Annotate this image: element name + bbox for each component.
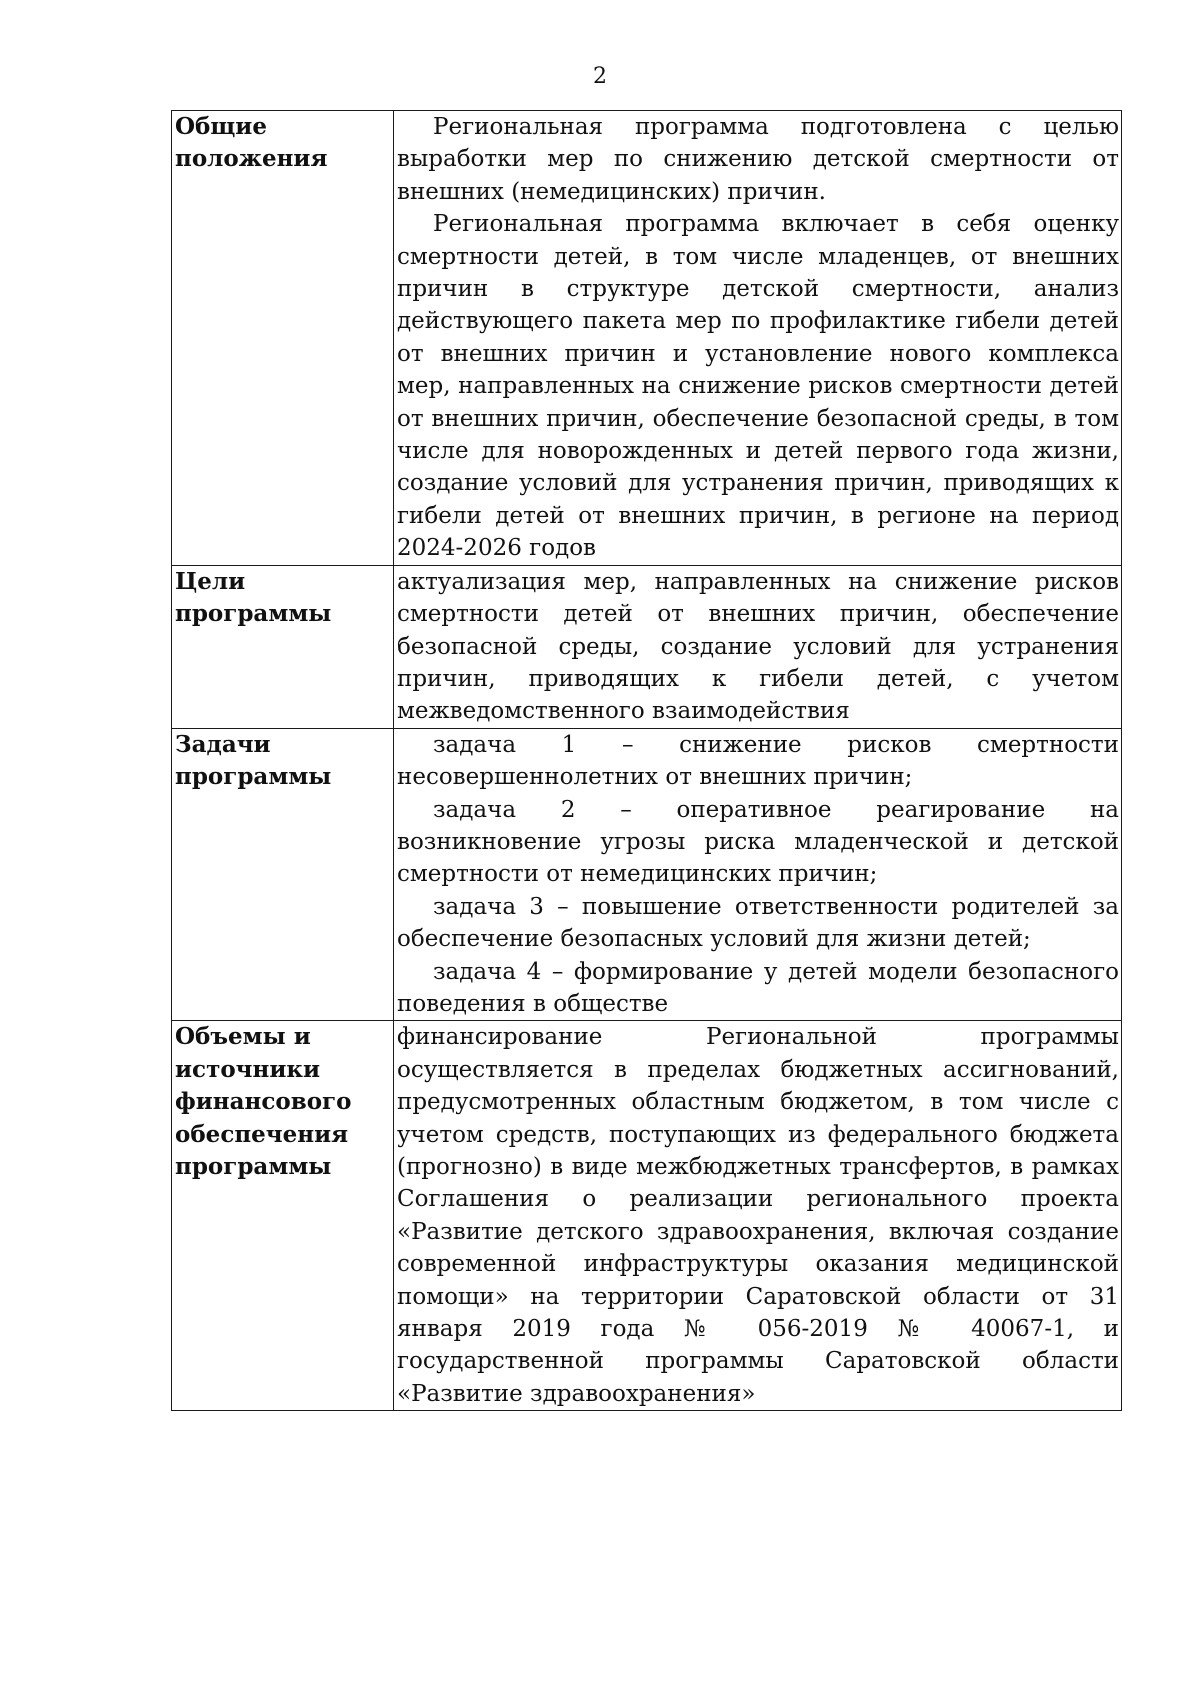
paragraph: Региональная программа подготовлена с целью выработки мер по снижению детской смертности от внешних (немедицинских) причин. (397, 114, 1119, 205)
row-content-funding-sources (394, 1021, 1122, 1411)
table-row (172, 1021, 1122, 1411)
row-label-program-goals: Цели программы (172, 565, 394, 728)
paragraph: Региональная программа включает в себя оценку смертности детей, в том числе младенцев, от внешних причин в структуре детской смертности, анализ действующего пакета мер по профилактике гибели детей от внешних причин и установление нового комплекса мер, направленных на снижение рисков смертности детей от внешних причин, обеспечение безопасной среды, в том числе для новорожденных и детей первого года жизни, создание условий для устранения причин, приводящих к гибели детей от внешних причин, в регионе на период 2024-2026 годов (397, 211, 1119, 562)
table-row (172, 728, 1122, 1021)
row-label-funding-sources: Объемы и источники финансового обеспечения программы (172, 1021, 394, 1411)
row-content-general-provisions (394, 111, 1122, 566)
paragraph: задача 2 – оперативное реагирование на возникновение угрозы риска младенческой и детской смертности от немедицинских причин; (397, 796, 1119, 888)
paragraph: задача 1 – снижение рисков смертности несовершеннолетних от внешних причин; (397, 731, 1119, 791)
row-label-general-provisions: Общие положения (172, 111, 394, 566)
table-row (172, 565, 1122, 728)
row-label-program-tasks: Задачи программы (172, 728, 394, 1021)
page-number: 2 (593, 64, 607, 89)
row-content-program-goals (394, 565, 1122, 728)
program-passport-table (171, 110, 1122, 1411)
paragraph: актуализация мер, направленных на снижение рисков смертности детей от внешних причин, обеспечение безопасной среды, создание условий для устранения причин, приводящих к гибели детей, с учетом межведомственного взаимодействия (397, 568, 1119, 725)
table-row (172, 111, 1122, 566)
paragraph: финансирование Региональной программы осуществляется в пределах бюджетных ассигнований, предусмотренных областным бюджетом, в том числе с учетом средств, поступающих из федерального бюджета (прогнозно) в виде межбюджетных трансфертов, в рамках Соглашения о реализации регионального проекта «Развитие детского здравоохранения, включая создание современной инфраструктуры оказания медицинской помощи» на территории Саратовской области от 31 января 2019 года № 056-2019 № 40067-1, и государственной программы Саратовской области «Развитие здравоохранения» (397, 1024, 1119, 1407)
row-content-program-tasks (394, 728, 1122, 1021)
paragraph: задача 3 – повышение ответственности родителей за обеспечение безопасных условий для жизни детей; (397, 893, 1119, 953)
paragraph: задача 4 – формирование у детей модели безопасного поведения в обществе (397, 958, 1119, 1017)
